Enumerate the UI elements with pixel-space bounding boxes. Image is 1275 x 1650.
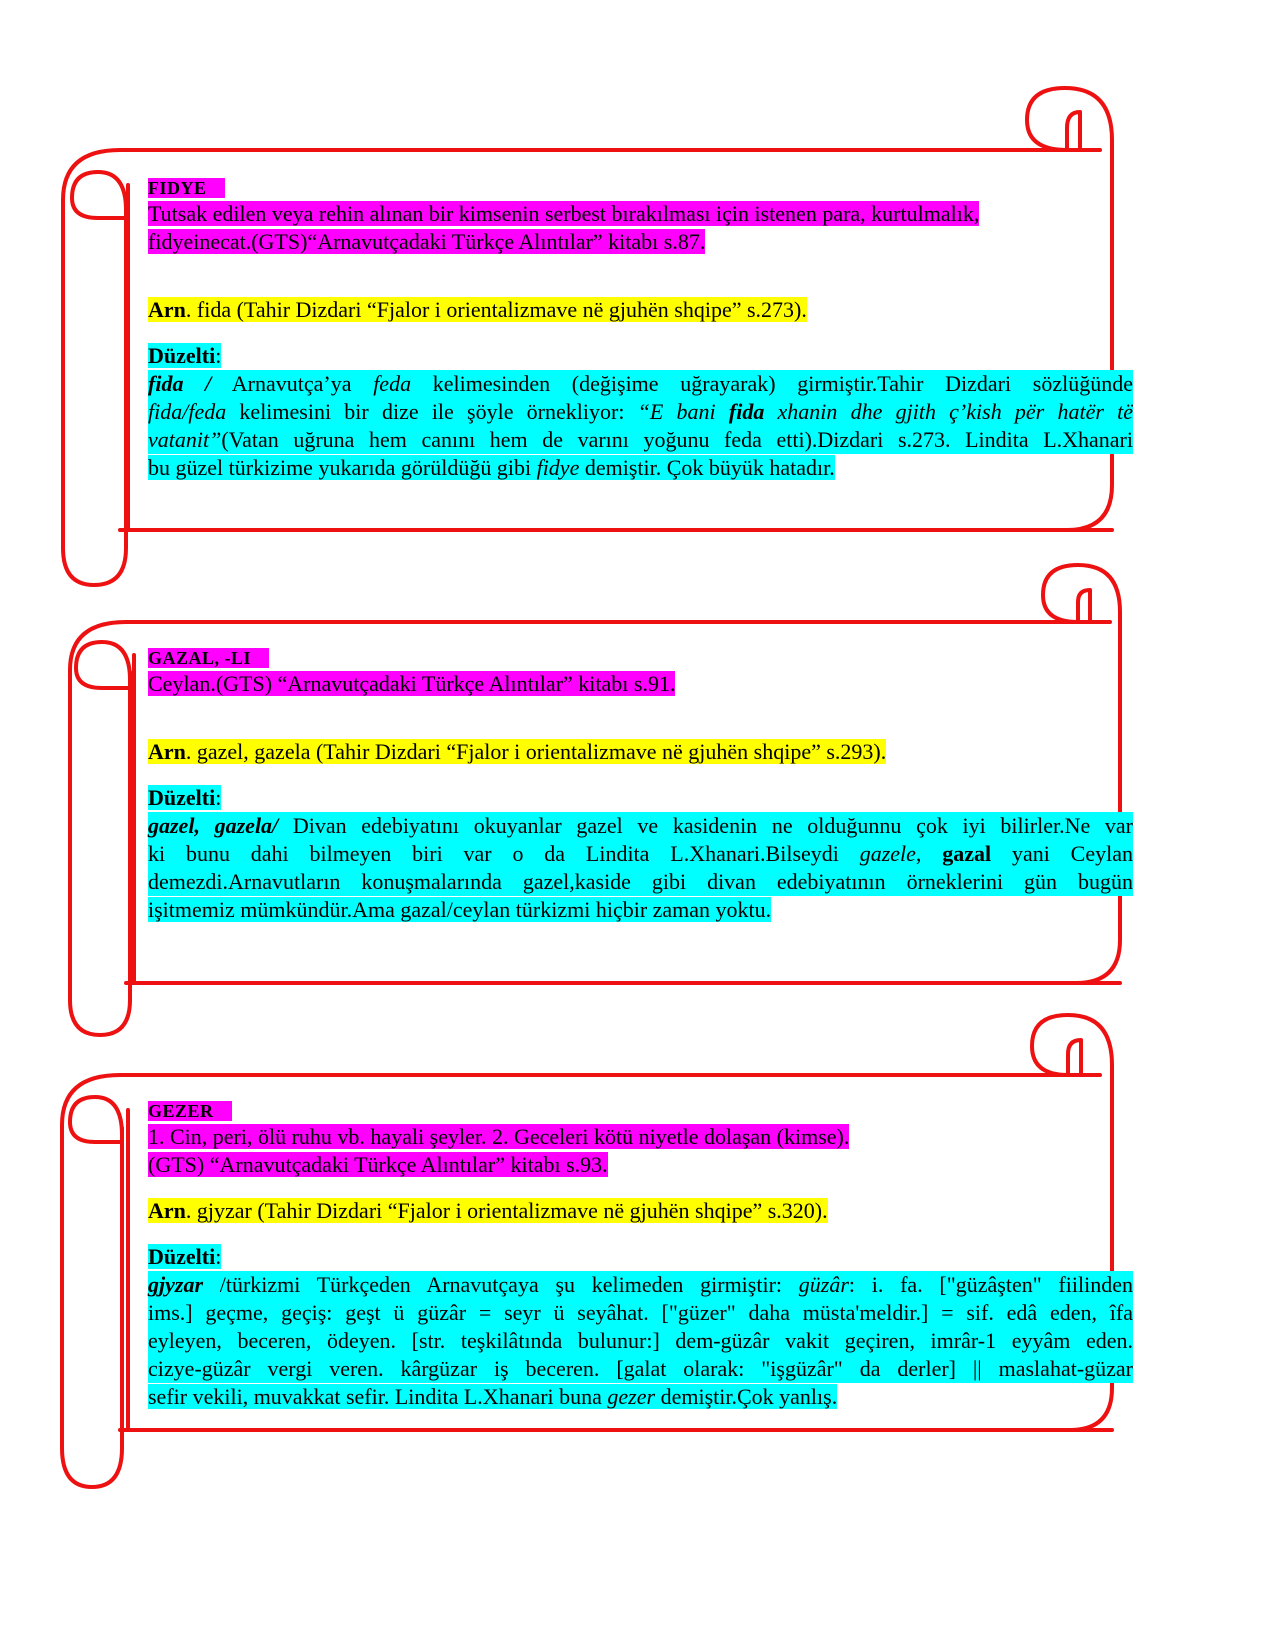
definition-line: 1. Cin, peri, ölü ruhu vb. hayali şeyler. 2. Geceleri kötü niyetle dolaşan (kimse).: [148, 1124, 850, 1149]
entry-fidye: [148, 176, 1133, 482]
duzelti-line: demezdi.Arnavutların konuşmalarında gazel,kaside gibi divan edebiyatının örneklerini gün bugün: [148, 869, 1133, 894]
duzelti-line: gjyzar /türkizmi Türkçeden Arnavutçaya şu kelimeden girmiştir: güzâr: i. fa. ["güzâşten" fiilinden: [148, 1272, 1133, 1297]
entry-headword: GAZAL, -LI: [148, 646, 1133, 670]
duzelti-line: işitmemiz mümkündür.Ama gazal/ceylan türkizmi hiçbir zaman yoktu.: [148, 897, 772, 922]
entry-gazal: [148, 646, 1133, 924]
definition-line: fidyeinecat.(GTS)“Arnavutçadaki Türkçe Alıntılar” kitabı s.87.: [148, 229, 706, 254]
duzelti-line: fida/feda kelimesini bir dize ile şöyle örnekliyor: “E bani fida xhanin dhe gjith ç’kish për hatër të: [148, 399, 1133, 424]
duzelti-line: bu güzel türkizime yukarıda görüldüğü gibi fidye demiştir. Çok büyük hatadır.: [148, 455, 835, 480]
arnavutca-line: Arn. gjyzar (Tahir Dizdari “Fjalor i orientalizmave në gjuhën shqipe” s.320).: [148, 1198, 828, 1223]
definition-line: Ceylan.(GTS) “Arnavutçadaki Türkçe Alıntılar” kitabı s.91.: [148, 671, 676, 696]
entry-headword: FIDYE: [148, 176, 1133, 200]
definition-line: Tutsak edilen veya rehin alınan bir kimsenin serbest bırakılması için istenen para, kurtulmalık,: [148, 201, 980, 226]
duzelti-line: vatanit”(Vatan uğruna hem canını hem de varını yoğunu feda etti).Dizdari s.273. Lindita L.Xhanari: [148, 427, 1133, 452]
duzelti-heading: Düzelti:: [148, 785, 222, 810]
duzelti-line: fida / Arnavutça’ya feda kelimesinden (değişime uğrayarak) girmiştir.Tahir Dizdari sözlüğünde: [148, 371, 1133, 396]
duzelti-line: cizye-güzâr vergi veren. kârgüzar iş beceren. [galat olarak: "işgüzâr" da derler] || maslahat-güzar: [148, 1356, 1133, 1381]
duzelti-line: eyleyen, beceren, ödeyen. [str. teşkilâtında bulunur:] dem-güzâr vakit geçiren, imrâr-1 eyyâm eden.: [148, 1328, 1133, 1353]
definition-line: (GTS) “Arnavutçadaki Türkçe Alıntılar” kitabı s.93.: [148, 1152, 608, 1177]
arnavutca-line: Arn. gazel, gazela (Tahir Dizdari “Fjalor i orientalizmave në gjuhën shqipe” s.293).: [148, 739, 887, 764]
duzelti-line: ki bunu dahi bilmeyen biri var o da Lindita L.Xhanari.Bilseydi gazele, gazal yani Ceylan: [148, 841, 1133, 866]
duzelti-line: sefir vekili, muvakkat sefir. Lindita L.Xhanari buna gezer demiştir.Çok yanlış.: [148, 1384, 838, 1409]
duzelti-line: gazel, gazela/ Divan edebiyatını okuyanlar gazel ve kasidenin ne olduğunnu çok iyi bilirler.Ne var: [148, 813, 1133, 838]
arnavutca-line: Arn. fida (Tahir Dizdari “Fjalor i orientalizmave në gjuhën shqipe” s.273).: [148, 297, 807, 322]
entry-gezer: [148, 1099, 1133, 1411]
duzelti-line: ims.] geçme, geçiş: geşt ü güzâr = seyr ü seyâhat. ["güzer" daha müsta'meldir.] = sif. edâ eden, îfa: [148, 1300, 1133, 1325]
duzelti-heading: Düzelti:: [148, 1244, 222, 1269]
entry-headword: GEZER: [148, 1099, 1133, 1123]
duzelti-heading: Düzelti:: [148, 343, 222, 368]
